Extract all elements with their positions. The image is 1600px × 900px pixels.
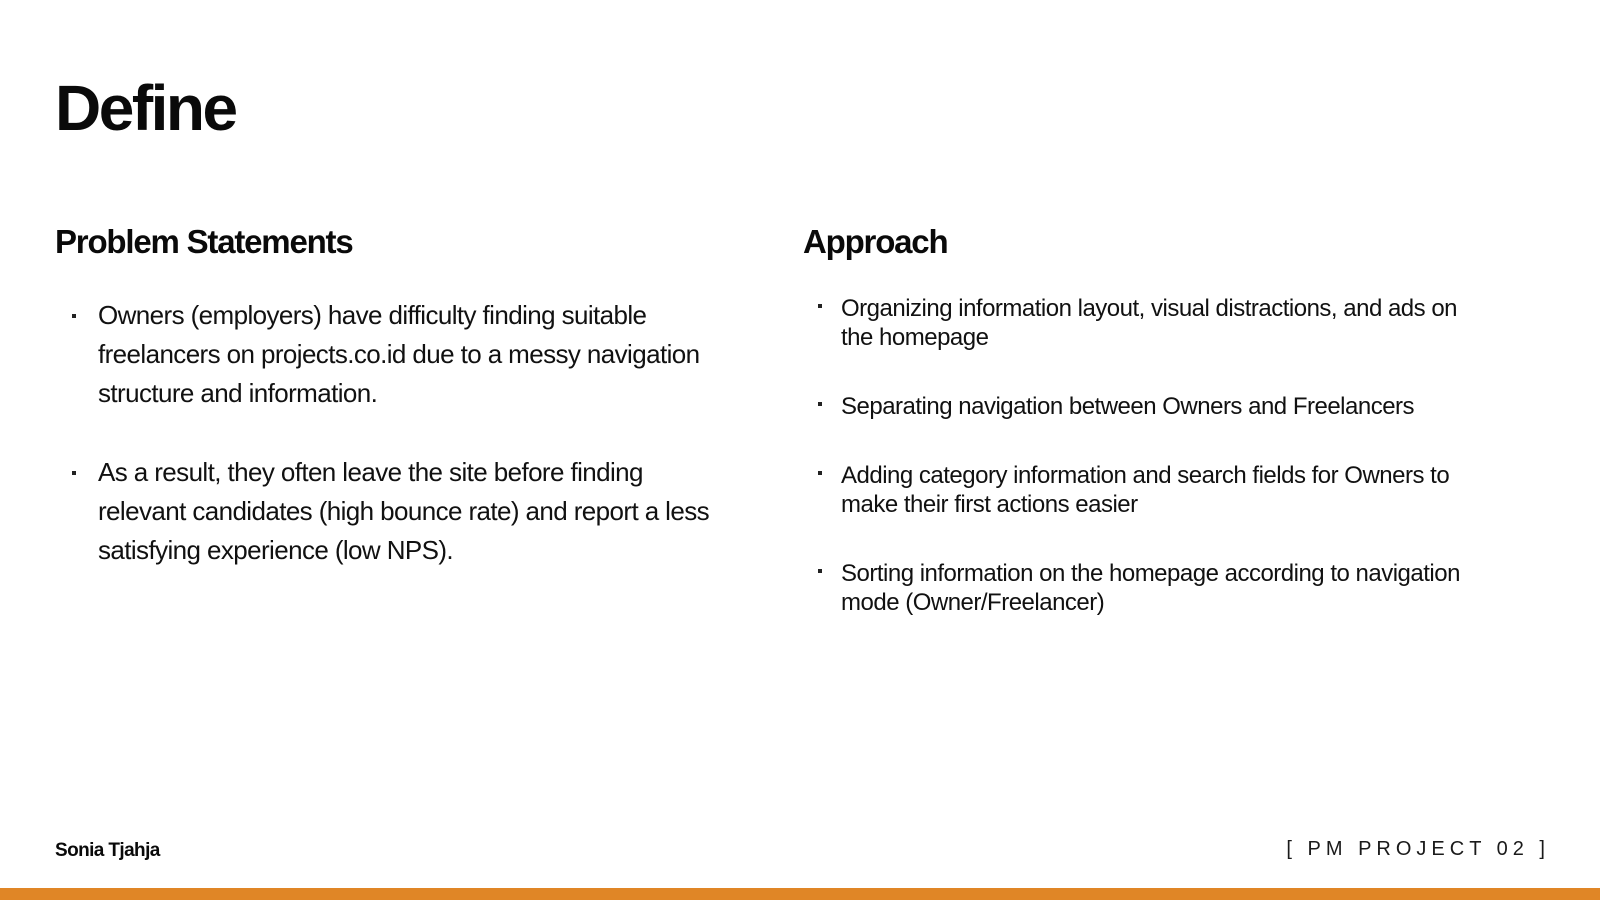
bullet-icon <box>818 569 822 573</box>
approach-item-text: Organizing information layout, visual distractions, and ads on the homepage <box>841 295 1458 351</box>
approach-item <box>818 294 1478 352</box>
author-name: Sonia Tjahja <box>55 840 160 861</box>
approach-item-text: Adding category information and search fields for Owners to make their first actions easier <box>841 462 1450 518</box>
approach-item <box>818 392 1478 421</box>
approach-item <box>818 559 1478 617</box>
problem-item <box>72 296 732 413</box>
problem-statements-list <box>72 296 732 610</box>
bullet-icon <box>818 304 822 308</box>
accent-bar <box>0 888 1600 900</box>
problem-item-text: As a result, they often leave the site before finding relevant candidates (high bounce rate) and report a less satisfying experience (low NPS). <box>98 457 710 565</box>
problem-item <box>72 453 732 570</box>
project-tag: [ PM PROJECT 02 ] <box>1286 838 1550 860</box>
approach-item-text: Separating navigation between Owners and Freelancers <box>841 393 1415 420</box>
approach-list <box>818 294 1478 657</box>
approach-item-text: Sorting information on the homepage according to navigation mode (Owner/Freelancer) <box>841 560 1460 616</box>
bullet-icon <box>72 471 76 475</box>
problem-item-text: Owners (employers) have difficulty finding suitable freelancers on projects.co.id due to a messy navigation structure and information. <box>98 300 700 408</box>
slide-title: Define <box>55 72 236 144</box>
problem-statements-heading: Problem Statements <box>55 223 353 260</box>
approach-item <box>818 461 1478 519</box>
approach-heading: Approach <box>803 223 948 260</box>
bullet-icon <box>818 471 822 475</box>
bullet-icon <box>818 402 822 406</box>
bullet-icon <box>72 314 76 318</box>
